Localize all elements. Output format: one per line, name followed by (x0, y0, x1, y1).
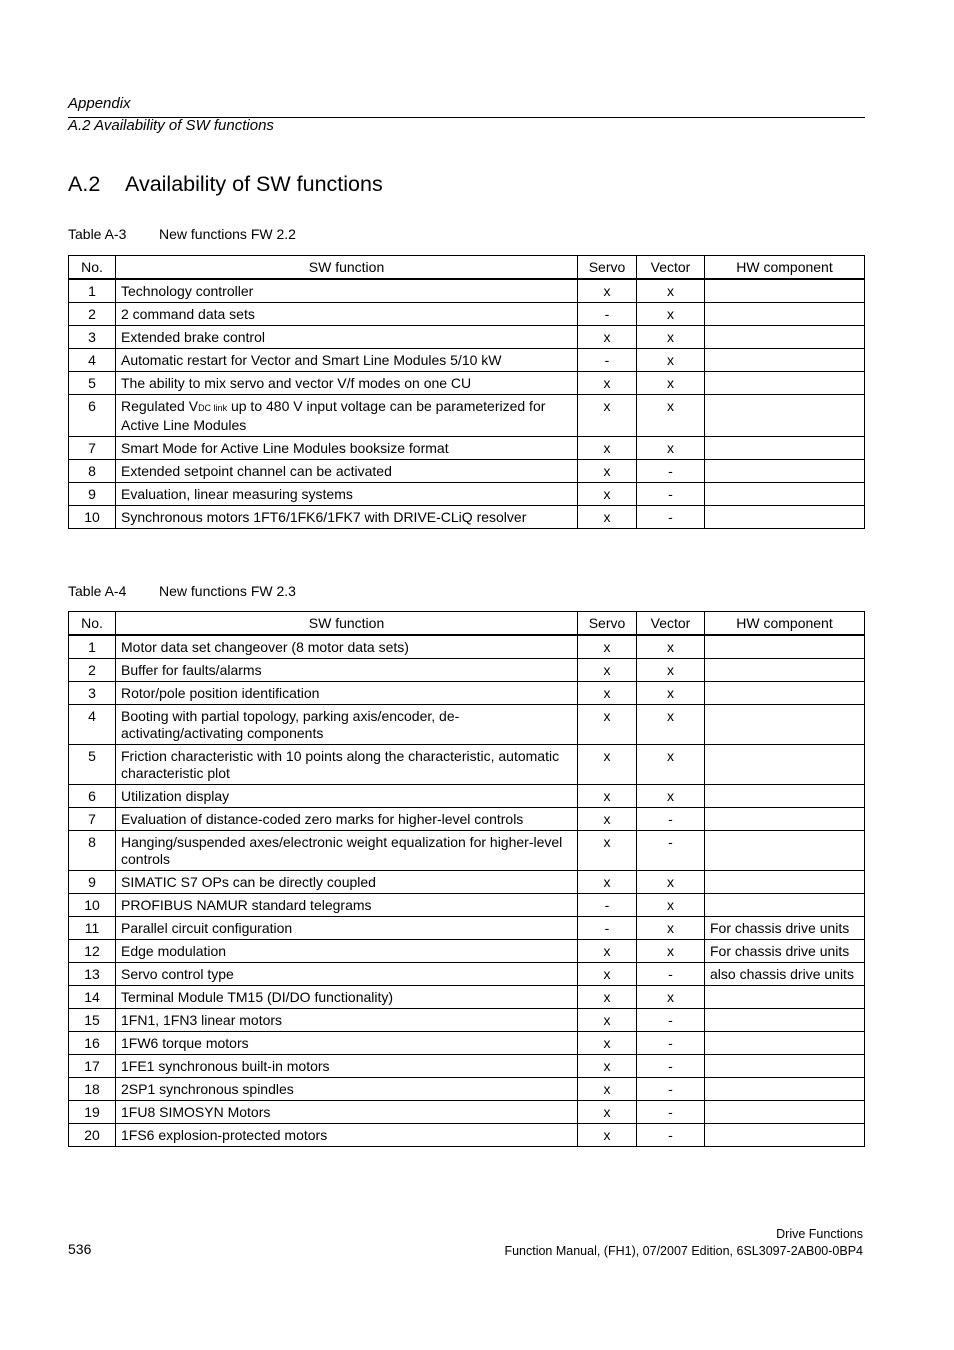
cell-no: 2 (69, 659, 116, 682)
cell-vector: - (637, 1055, 705, 1078)
section-number: A.2 (68, 172, 101, 196)
cell-hw-component (705, 682, 865, 705)
cell-sw-function-text: up to 480 V input voltage can be parameterized for Active Line Modules (121, 398, 546, 433)
cell-sw-function: Extended setpoint channel can be activated (116, 460, 578, 483)
cell-no: 6 (69, 395, 116, 437)
cell-vector: x (637, 871, 705, 894)
cell-vector: - (637, 483, 705, 506)
cell-hw-component (705, 659, 865, 682)
cell-no: 12 (69, 940, 116, 963)
cell-servo: x (578, 506, 637, 529)
cell-servo: x (578, 483, 637, 506)
cell-no: 1 (69, 279, 116, 303)
cell-hw-component (705, 483, 865, 506)
cell-vector: - (637, 1101, 705, 1124)
table2-caption (68, 583, 296, 599)
cell-vector: - (637, 1009, 705, 1032)
cell-servo: x (578, 1078, 637, 1101)
table-row (69, 1078, 865, 1101)
cell-servo: x (578, 635, 637, 659)
table-row (69, 1101, 865, 1124)
cell-vector: x (637, 349, 705, 372)
table-header-row (69, 612, 865, 636)
col-header-sw-function: SW function (116, 256, 578, 280)
cell-hw-component (705, 395, 865, 437)
cell-servo: x (578, 1055, 637, 1078)
cell-vector: x (637, 682, 705, 705)
cell-hw-component: For chassis drive units (705, 940, 865, 963)
cell-servo: x (578, 279, 637, 303)
cell-hw-component (705, 745, 865, 785)
table-header-row (69, 256, 865, 280)
cell-hw-component (705, 460, 865, 483)
cell-vector: x (637, 372, 705, 395)
cell-vector: - (637, 831, 705, 871)
cell-sw-function: Hanging/suspended axes/electronic weight equalization for higher-level controls (116, 831, 578, 871)
cell-no: 3 (69, 682, 116, 705)
cell-hw-component (705, 785, 865, 808)
cell-sw-function: 1FN1, 1FN3 linear motors (116, 1009, 578, 1032)
cell-vector: - (637, 506, 705, 529)
table2-caption-label: Table A-4 (68, 583, 127, 599)
cell-sw-function (116, 395, 578, 437)
cell-no: 5 (69, 372, 116, 395)
cell-vector: x (637, 745, 705, 785)
col-header-no: No. (69, 612, 116, 636)
cell-servo: x (578, 372, 637, 395)
cell-servo: - (578, 917, 637, 940)
cell-no: 18 (69, 1078, 116, 1101)
cell-no: 3 (69, 326, 116, 349)
table-row (69, 871, 865, 894)
cell-hw-component (705, 831, 865, 871)
cell-no: 9 (69, 483, 116, 506)
cell-no: 20 (69, 1124, 116, 1147)
cell-no: 2 (69, 303, 116, 326)
cell-hw-component (705, 808, 865, 831)
cell-servo: x (578, 831, 637, 871)
cell-servo: x (578, 705, 637, 745)
cell-no: 19 (69, 1101, 116, 1124)
cell-vector: x (637, 705, 705, 745)
cell-servo: x (578, 745, 637, 785)
footer-doc-info: Function Manual, (FH1), 07/2007 Edition, 6SL3097-2AB00-0BP4 (504, 1244, 863, 1258)
cell-sw-function: Extended brake control (116, 326, 578, 349)
cell-sw-function: Terminal Module TM15 (DI/DO functionality) (116, 986, 578, 1009)
table-row (69, 894, 865, 917)
cell-hw-component: For chassis drive units (705, 917, 865, 940)
cell-servo: - (578, 894, 637, 917)
table-row (69, 986, 865, 1009)
cell-servo: - (578, 349, 637, 372)
running-header-subsection: A.2 Availability of SW functions (68, 117, 274, 134)
cell-servo: x (578, 395, 637, 437)
cell-sw-function: 1FE1 synchronous built-in motors (116, 1055, 578, 1078)
cell-hw-component (705, 1009, 865, 1032)
cell-sw-function: 1FS6 explosion-protected motors (116, 1124, 578, 1147)
cell-servo: x (578, 1124, 637, 1147)
cell-no: 8 (69, 460, 116, 483)
cell-no: 5 (69, 745, 116, 785)
cell-no: 13 (69, 963, 116, 986)
cell-no: 16 (69, 1032, 116, 1055)
cell-vector: x (637, 279, 705, 303)
cell-vector: - (637, 1124, 705, 1147)
cell-vector: - (637, 963, 705, 986)
cell-hw-component (705, 894, 865, 917)
cell-no: 10 (69, 894, 116, 917)
table-row (69, 831, 865, 871)
cell-hw-component (705, 437, 865, 460)
table-row (69, 279, 865, 303)
cell-no: 7 (69, 437, 116, 460)
col-header-hw-component: HW component (705, 612, 865, 636)
cell-sw-function: Booting with partial topology, parking axis/encoder, de-activating/activating components (116, 705, 578, 745)
cell-no: 4 (69, 705, 116, 745)
cell-servo: x (578, 326, 637, 349)
cell-sw-function: Automatic restart for Vector and Smart Line Modules 5/10 kW (116, 349, 578, 372)
table2-caption-title: New functions FW 2.3 (159, 583, 296, 599)
cell-no: 8 (69, 831, 116, 871)
table-row (69, 808, 865, 831)
footer-doc-title: Drive Functions (776, 1227, 863, 1241)
cell-servo: x (578, 460, 637, 483)
cell-hw-component (705, 635, 865, 659)
cell-sw-function: SIMATIC S7 OPs can be directly coupled (116, 871, 578, 894)
table-row (69, 1124, 865, 1147)
cell-vector: - (637, 808, 705, 831)
cell-vector: - (637, 1032, 705, 1055)
cell-sw-function: Parallel circuit configuration (116, 917, 578, 940)
cell-sw-function: Servo control type (116, 963, 578, 986)
table1-caption (68, 226, 296, 242)
cell-vector: x (637, 917, 705, 940)
cell-hw-component (705, 326, 865, 349)
table-new-functions-fw22 (68, 255, 865, 529)
cell-sw-function: Utilization display (116, 785, 578, 808)
cell-vector: x (637, 326, 705, 349)
cell-servo: x (578, 940, 637, 963)
cell-hw-component (705, 303, 865, 326)
cell-sw-function: PROFIBUS NAMUR standard telegrams (116, 894, 578, 917)
cell-no: 17 (69, 1055, 116, 1078)
cell-vector: - (637, 460, 705, 483)
cell-vector: x (637, 659, 705, 682)
table-row (69, 963, 865, 986)
table-row (69, 437, 865, 460)
cell-sw-function: Smart Mode for Active Line Modules booksize format (116, 437, 578, 460)
table-row (69, 940, 865, 963)
table-row (69, 635, 865, 659)
col-header-no: No. (69, 256, 116, 280)
cell-vector: x (637, 635, 705, 659)
cell-sw-function: Motor data set changeover (8 motor data sets) (116, 635, 578, 659)
cell-servo: x (578, 986, 637, 1009)
cell-sw-function-text: Regulated V (121, 398, 199, 414)
cell-servo: x (578, 963, 637, 986)
cell-hw-component (705, 1124, 865, 1147)
cell-sw-function: Synchronous motors 1FT6/1FK6/1FK7 with DRIVE-CLiQ resolver (116, 506, 578, 529)
col-header-vector: Vector (637, 256, 705, 280)
section-title: Availability of SW functions (125, 172, 383, 196)
cell-hw-component (705, 279, 865, 303)
cell-no: 9 (69, 871, 116, 894)
table1-caption-label: Table A-3 (68, 226, 127, 242)
cell-hw-component (705, 986, 865, 1009)
cell-servo: x (578, 682, 637, 705)
cell-vector: x (637, 785, 705, 808)
cell-hw-component (705, 1032, 865, 1055)
table-row (69, 705, 865, 745)
table-row (69, 483, 865, 506)
cell-servo: x (578, 1009, 637, 1032)
cell-sw-function: 1FU8 SIMOSYN Motors (116, 1101, 578, 1124)
cell-hw-component (705, 349, 865, 372)
cell-vector: x (637, 894, 705, 917)
col-header-hw-component: HW component (705, 256, 865, 280)
cell-vector: x (637, 395, 705, 437)
table-row (69, 460, 865, 483)
cell-servo: x (578, 808, 637, 831)
cell-hw-component (705, 1101, 865, 1124)
cell-hw-component (705, 372, 865, 395)
cell-sw-function: Evaluation of distance-coded zero marks for higher-level controls (116, 808, 578, 831)
col-header-sw-function: SW function (116, 612, 578, 636)
table-row (69, 326, 865, 349)
table-row (69, 745, 865, 785)
cell-no: 6 (69, 785, 116, 808)
cell-sw-function: Buffer for faults/alarms (116, 659, 578, 682)
cell-no: 10 (69, 506, 116, 529)
col-header-servo: Servo (578, 612, 637, 636)
cell-hw-component (705, 705, 865, 745)
table-row (69, 682, 865, 705)
table-row (69, 917, 865, 940)
table-row (69, 372, 865, 395)
col-header-vector: Vector (637, 612, 705, 636)
cell-servo: x (578, 785, 637, 808)
table-new-functions-fw23 (68, 611, 865, 1147)
cell-vector: x (637, 303, 705, 326)
cell-sw-function: The ability to mix servo and vector V/f modes on one CU (116, 372, 578, 395)
table-row (69, 506, 865, 529)
table-row (69, 785, 865, 808)
cell-no: 1 (69, 635, 116, 659)
cell-no: 4 (69, 349, 116, 372)
cell-no: 7 (69, 808, 116, 831)
cell-no: 11 (69, 917, 116, 940)
cell-vector: x (637, 940, 705, 963)
table-row (69, 659, 865, 682)
cell-hw-component: also chassis drive units (705, 963, 865, 986)
cell-vector: x (637, 437, 705, 460)
col-header-servo: Servo (578, 256, 637, 280)
table-row (69, 303, 865, 326)
cell-sw-function: Rotor/pole position identification (116, 682, 578, 705)
cell-sw-function: Technology controller (116, 279, 578, 303)
cell-servo: x (578, 437, 637, 460)
cell-servo: - (578, 303, 637, 326)
section-heading (68, 172, 383, 197)
cell-hw-component (705, 871, 865, 894)
running-header-section: Appendix (68, 95, 131, 112)
table-row (69, 1055, 865, 1078)
table-row (69, 395, 865, 437)
table-row (69, 349, 865, 372)
subscript-dc-link: DC link (198, 403, 228, 413)
cell-servo: x (578, 871, 637, 894)
cell-servo: x (578, 1032, 637, 1055)
cell-sw-function: Friction characteristic with 10 points along the characteristic, automatic characteristic plot (116, 745, 578, 785)
page-number: 536 (68, 1241, 92, 1257)
cell-hw-component (705, 1055, 865, 1078)
cell-sw-function: 2SP1 synchronous spindles (116, 1078, 578, 1101)
cell-vector: - (637, 1078, 705, 1101)
cell-no: 15 (69, 1009, 116, 1032)
cell-sw-function: 2 command data sets (116, 303, 578, 326)
table-row (69, 1032, 865, 1055)
cell-sw-function: Edge modulation (116, 940, 578, 963)
cell-sw-function: 1FW6 torque motors (116, 1032, 578, 1055)
table1-caption-title: New functions FW 2.2 (159, 226, 296, 242)
cell-hw-component (705, 506, 865, 529)
cell-servo: x (578, 659, 637, 682)
table-row (69, 1009, 865, 1032)
cell-vector: x (637, 986, 705, 1009)
cell-servo: x (578, 1101, 637, 1124)
cell-hw-component (705, 1078, 865, 1101)
cell-sw-function: Evaluation, linear measuring systems (116, 483, 578, 506)
cell-no: 14 (69, 986, 116, 1009)
